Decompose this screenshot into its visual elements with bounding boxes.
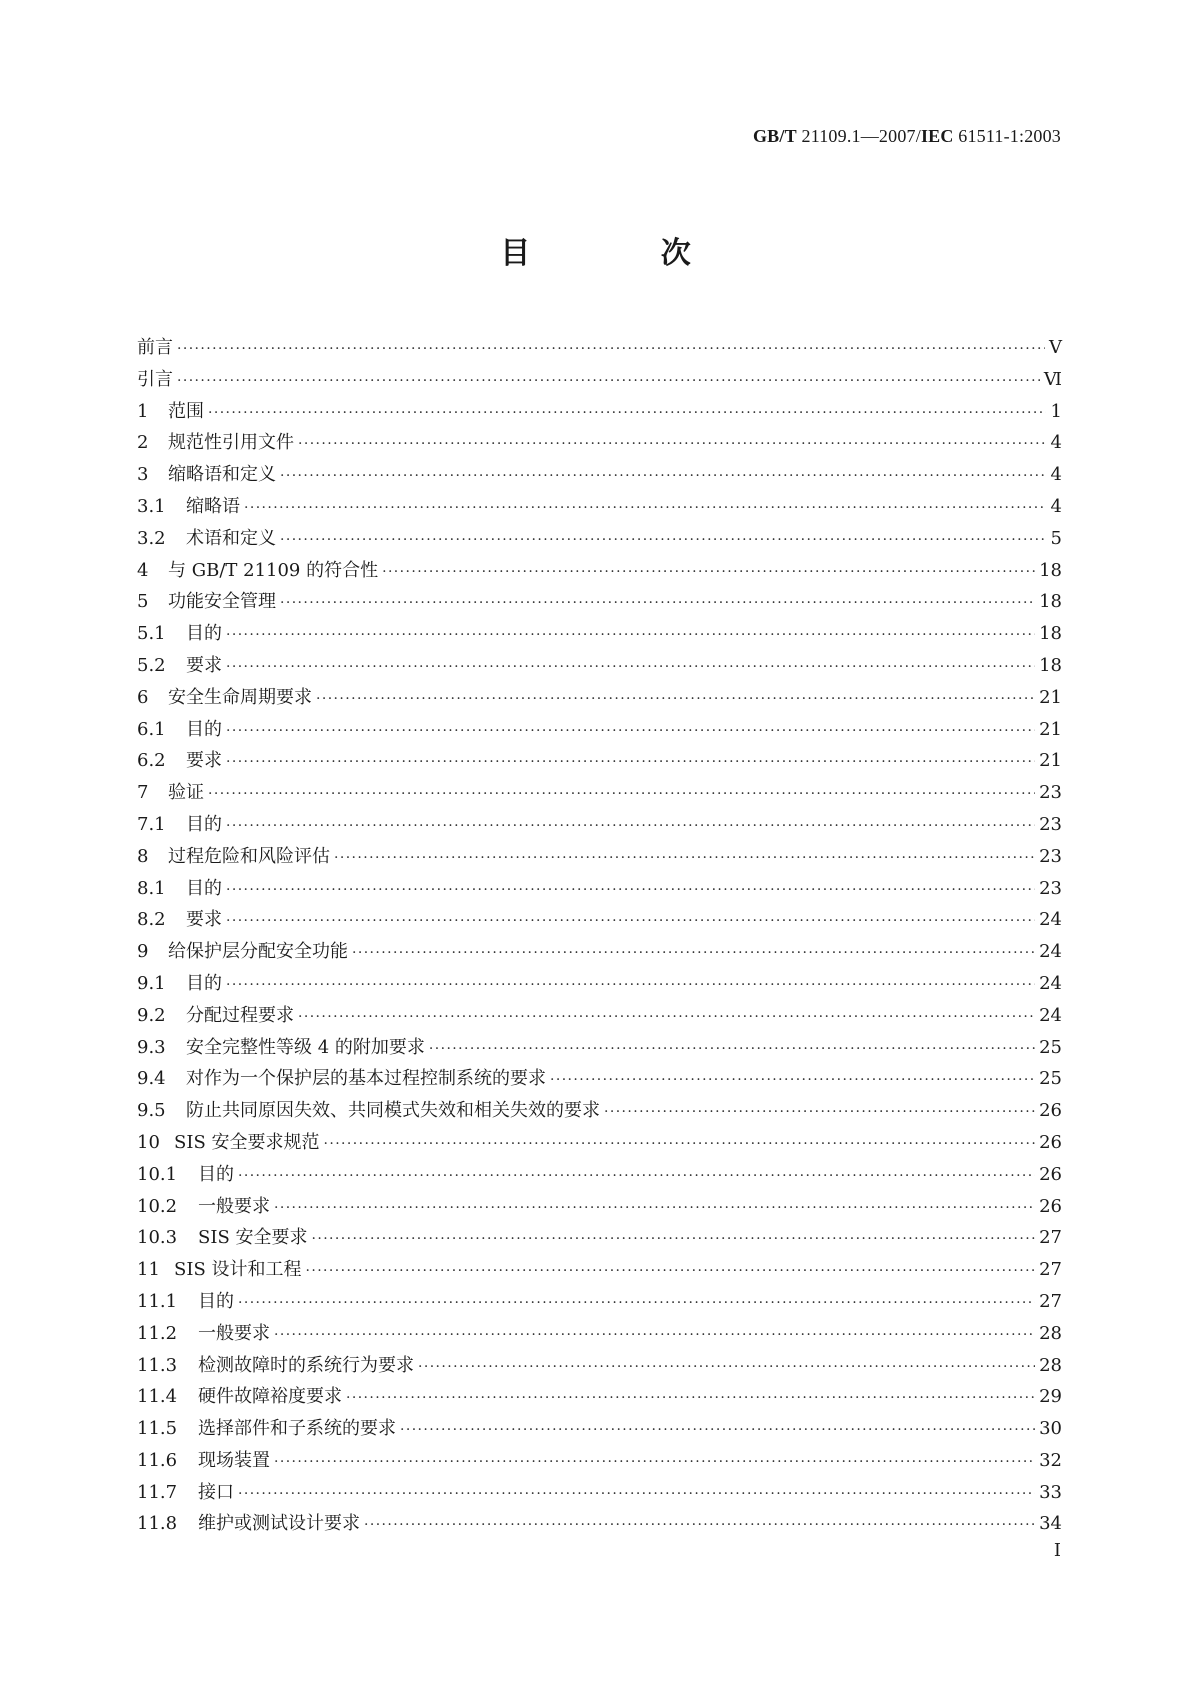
- toc-entry[interactable]: [137, 1032, 1062, 1064]
- toc-entry-title: SIS 设计和工程: [174, 1259, 302, 1281]
- toc-entry-title: 要求: [186, 909, 222, 931]
- toc-entry-page: 25: [1039, 1036, 1062, 1058]
- toc-entry-title: 前言: [137, 337, 173, 358]
- standard-code-prefix: GB/T: [752, 126, 797, 146]
- table-of-contents: [137, 332, 1062, 1540]
- toc-entry-page: 29: [1039, 1386, 1062, 1408]
- toc-entry-title: 一般要求: [198, 1322, 270, 1344]
- toc-entry-title: 目的: [198, 1163, 234, 1185]
- toc-entry-number: 11.3: [137, 1354, 178, 1376]
- toc-entry[interactable]: [137, 364, 1062, 396]
- toc-dot-leader: [352, 938, 1035, 970]
- toc-entry-title: 缩略语和定义: [168, 464, 276, 486]
- toc-entry-number: 10: [137, 1131, 160, 1153]
- toc-entry-page: 34: [1039, 1513, 1062, 1535]
- toc-dot-leader: [226, 906, 1035, 938]
- toc-entry[interactable]: [137, 555, 1062, 587]
- toc-dot-leader: [280, 588, 1035, 620]
- toc-dot-leader: [312, 1224, 1036, 1256]
- toc-entry[interactable]: [137, 1445, 1062, 1477]
- toc-entry[interactable]: [137, 1318, 1062, 1350]
- toc-entry-number: 9.2: [137, 1004, 166, 1026]
- toc-dot-leader: [346, 1383, 1035, 1415]
- toc-entry[interactable]: [137, 873, 1062, 905]
- toc-entry-number: 11.1: [137, 1290, 178, 1312]
- toc-entry-page: 30: [1039, 1418, 1062, 1440]
- toc-entry[interactable]: [137, 1000, 1062, 1032]
- toc-entry-page: 18: [1039, 654, 1062, 676]
- toc-entry-title: 接口: [198, 1481, 234, 1503]
- toc-entry-number: 3.1: [137, 495, 166, 517]
- toc-dot-leader: [238, 1161, 1035, 1193]
- toc-entry-number: 10.3: [137, 1227, 178, 1249]
- toc-entry[interactable]: [137, 1508, 1062, 1540]
- toc-entry[interactable]: [137, 1477, 1062, 1509]
- toc-dot-leader: [382, 557, 1035, 589]
- toc-entry-title: 目的: [186, 623, 222, 645]
- toc-entry-number: 11.4: [137, 1386, 178, 1408]
- standard-code-suffix: 61511-1:2003: [953, 126, 1061, 146]
- toc-entry[interactable]: [137, 523, 1062, 555]
- toc-entry-number: 8.1: [137, 877, 166, 899]
- toc-entry[interactable]: [137, 1254, 1062, 1286]
- toc-entry-title: SIS 安全要求: [198, 1227, 308, 1249]
- toc-entry-title: 现场装置: [198, 1449, 270, 1471]
- toc-entry[interactable]: [137, 1095, 1062, 1127]
- toc-entry-page: 21: [1039, 686, 1062, 708]
- toc-dot-leader: [238, 1288, 1035, 1320]
- toc-dot-leader: [298, 429, 1046, 461]
- toc-entry-title: 目的: [186, 718, 222, 740]
- toc-entry-number: 9.5: [137, 1100, 166, 1122]
- toc-entry-page: 24: [1039, 972, 1062, 994]
- toc-entry[interactable]: [137, 1222, 1062, 1254]
- toc-dot-leader: [226, 970, 1035, 1002]
- toc-entry-title: 过程危险和风险评估: [168, 845, 330, 867]
- toc-entry-title: 功能安全管理: [168, 591, 276, 613]
- toc-dot-leader: [306, 1256, 1036, 1288]
- toc-entry[interactable]: [137, 618, 1062, 650]
- toc-entry-page: 24: [1039, 1004, 1062, 1026]
- toc-entry-title: 维护或测试设计要求: [198, 1513, 360, 1535]
- toc-entry-title: 验证: [168, 782, 204, 804]
- toc-entry-number: 10.1: [137, 1163, 178, 1185]
- toc-entry-number: 1: [137, 400, 149, 422]
- toc-dot-leader: [298, 1002, 1035, 1034]
- toc-dot-leader: [274, 1320, 1035, 1352]
- toc-entry-page: 33: [1039, 1481, 1062, 1503]
- toc-entry-number: 8: [137, 845, 149, 867]
- toc-entry-page: 27: [1039, 1290, 1062, 1312]
- toc-dot-leader: [316, 684, 1035, 716]
- toc-entry-title: 选择部件和子系统的要求: [198, 1418, 396, 1440]
- toc-entry-title: 目的: [186, 813, 222, 835]
- toc-entry-number: 7: [137, 782, 149, 804]
- toc-entry[interactable]: [137, 1063, 1062, 1095]
- toc-dot-leader: [226, 620, 1035, 652]
- toc-entry-page: 27: [1039, 1227, 1062, 1249]
- toc-entry-page: 4: [1050, 432, 1062, 454]
- toc-entry-page: 26: [1039, 1195, 1062, 1217]
- standard-code-number: 21109.1—2007/: [796, 126, 921, 146]
- toc-entry-page: 1: [1050, 400, 1062, 422]
- toc-entry[interactable]: [137, 459, 1062, 491]
- toc-entry-title: 目的: [186, 972, 222, 994]
- toc-entry-number: 7.1: [137, 813, 166, 835]
- toc-entry[interactable]: [137, 968, 1062, 1000]
- toc-entry-page: 18: [1039, 591, 1062, 613]
- toc-entry-page: 32: [1039, 1449, 1062, 1471]
- toc-entry-title: 分配过程要求: [186, 1004, 294, 1026]
- toc-dot-leader: [274, 1447, 1035, 1479]
- toc-entry-page: 23: [1039, 877, 1062, 899]
- toc-entry-page: 18: [1039, 623, 1062, 645]
- toc-entry-page: 28: [1039, 1354, 1062, 1376]
- toc-entry-page: 21: [1039, 718, 1062, 740]
- toc-entry-number: 5.2: [137, 654, 166, 676]
- toc-entry-title: 安全生命周期要求: [168, 686, 312, 708]
- toc-entry-title: 一般要求: [198, 1195, 270, 1217]
- toc-entry[interactable]: [137, 1350, 1062, 1382]
- page-title: 目 次: [500, 236, 751, 271]
- toc-dot-leader: [238, 1479, 1035, 1511]
- toc-entry-number: 11.2: [137, 1322, 178, 1344]
- toc-dot-leader: [226, 652, 1035, 684]
- toc-entry[interactable]: [137, 841, 1062, 873]
- toc-entry[interactable]: [137, 332, 1062, 364]
- toc-entry-number: 2: [137, 432, 149, 454]
- toc-entry-number: 11.8: [137, 1513, 178, 1535]
- toc-entry[interactable]: [137, 491, 1062, 523]
- toc-entry-number: 11.5: [137, 1418, 178, 1440]
- toc-entry[interactable]: [137, 1159, 1062, 1191]
- toc-entry-title: 防止共同原因失效、共同模式失效和相关失效的要求: [186, 1100, 600, 1122]
- toc-entry-number: 3.2: [137, 527, 166, 549]
- toc-entry-page: Ⅴ: [1049, 337, 1062, 358]
- toc-entry-title: 检测故障时的系统行为要求: [198, 1354, 414, 1376]
- toc-entry[interactable]: [137, 682, 1062, 714]
- toc-dot-leader: [208, 398, 1046, 430]
- toc-dot-leader: [208, 779, 1035, 811]
- toc-entry[interactable]: [137, 1191, 1062, 1223]
- toc-entry[interactable]: [137, 396, 1062, 428]
- toc-entry-number: 3: [137, 464, 149, 486]
- toc-entry[interactable]: [137, 1381, 1062, 1413]
- toc-entry-page: 28: [1039, 1322, 1062, 1344]
- toc-dot-leader: [177, 334, 1045, 366]
- toc-entry-page: 18: [1039, 559, 1062, 581]
- toc-entry-number: 6: [137, 686, 149, 708]
- toc-dot-leader: [400, 1415, 1035, 1447]
- toc-entry[interactable]: [137, 936, 1062, 968]
- toc-dot-leader: [280, 461, 1046, 493]
- toc-entry-number: 8.2: [137, 909, 166, 931]
- standard-code: [753, 126, 1061, 147]
- toc-dot-leader: [418, 1352, 1035, 1384]
- toc-entry-title: 给保护层分配安全功能: [168, 941, 348, 963]
- toc-entry[interactable]: [137, 904, 1062, 936]
- toc-entry-number: 5.1: [137, 623, 166, 645]
- toc-entry[interactable]: [137, 809, 1062, 841]
- toc-entry-page: 23: [1039, 782, 1062, 804]
- toc-dot-leader: [604, 1097, 1035, 1129]
- toc-entry-page: 24: [1039, 941, 1062, 963]
- toc-entry-number: 6.2: [137, 750, 166, 772]
- toc-entry-title: 与 GB/T 21109 的符合性: [168, 559, 379, 581]
- toc-dot-leader: [550, 1065, 1035, 1097]
- toc-dot-leader: [274, 1193, 1035, 1225]
- toc-entry[interactable]: [137, 714, 1062, 746]
- toc-dot-leader: [324, 1129, 1036, 1161]
- toc-entry-page: 26: [1039, 1100, 1062, 1122]
- toc-entry-page: 5: [1050, 527, 1062, 549]
- toc-entry-page: 21: [1039, 750, 1062, 772]
- toc-entry-title: 安全完整性等级 4 的附加要求: [186, 1036, 425, 1058]
- toc-entry-page: 25: [1039, 1068, 1062, 1090]
- toc-entry-title: SIS 安全要求规范: [174, 1131, 320, 1153]
- toc-entry[interactable]: [137, 777, 1062, 809]
- toc-entry-number: 11: [137, 1259, 160, 1281]
- toc-entry[interactable]: [137, 745, 1062, 777]
- toc-entry[interactable]: [137, 1286, 1062, 1318]
- toc-entry-title: 引言: [137, 368, 173, 390]
- toc-entry-title: 要求: [186, 750, 222, 772]
- toc-entry-page: Ⅵ: [1043, 368, 1062, 390]
- toc-entry-page: 27: [1039, 1259, 1062, 1281]
- toc-entry[interactable]: [137, 650, 1062, 682]
- toc-entry-title: 缩略语: [186, 495, 240, 517]
- toc-entry-page: 4: [1050, 464, 1062, 486]
- toc-entry-page: 26: [1039, 1131, 1062, 1153]
- toc-entry[interactable]: [137, 586, 1062, 618]
- toc-dot-leader: [226, 716, 1035, 748]
- toc-entry[interactable]: [137, 427, 1062, 459]
- toc-entry-number: 11.6: [137, 1449, 178, 1471]
- toc-entry-number: 6.1: [137, 718, 166, 740]
- toc-entry-number: 9.4: [137, 1068, 166, 1090]
- toc-dot-leader: [226, 747, 1035, 779]
- toc-dot-leader: [280, 525, 1046, 557]
- toc-entry-number: 9: [137, 941, 149, 963]
- toc-entry-page: 23: [1039, 813, 1062, 835]
- toc-dot-leader: [334, 843, 1035, 875]
- toc-entry-title: 对作为一个保护层的基本过程控制系统的要求: [186, 1068, 546, 1090]
- toc-entry-title: 术语和定义: [186, 527, 276, 549]
- toc-entry[interactable]: [137, 1413, 1062, 1445]
- toc-entry-number: 4: [137, 559, 149, 581]
- toc-entry-page: 24: [1039, 909, 1062, 931]
- page-number: Ⅰ: [1053, 1540, 1061, 1561]
- toc-entry-title: 目的: [198, 1290, 234, 1312]
- toc-entry[interactable]: [137, 1127, 1062, 1159]
- toc-entry-title: 要求: [186, 654, 222, 676]
- toc-entry-page: 23: [1039, 845, 1062, 867]
- toc-dot-leader: [244, 493, 1046, 525]
- toc-dot-leader: [177, 366, 1040, 398]
- toc-entry-title: 目的: [186, 877, 222, 899]
- toc-entry-number: 11.7: [137, 1481, 178, 1503]
- toc-entry-page: 4: [1050, 495, 1062, 517]
- toc-entry-number: 9.3: [137, 1036, 166, 1058]
- toc-entry-number: 9.1: [137, 972, 166, 994]
- toc-entry-number: 5: [137, 591, 149, 613]
- toc-entry-title: 范围: [168, 400, 204, 422]
- toc-entry-title: 规范性引用文件: [168, 432, 294, 454]
- toc-entry-number: 10.2: [137, 1195, 178, 1217]
- toc-dot-leader: [364, 1510, 1035, 1542]
- toc-entry-title: 硬件故障裕度要求: [198, 1386, 342, 1408]
- toc-dot-leader: [226, 811, 1035, 843]
- toc-dot-leader: [226, 875, 1035, 907]
- toc-dot-leader: [429, 1034, 1035, 1066]
- toc-entry-page: 26: [1039, 1163, 1062, 1185]
- standard-code-iec: IEC: [920, 126, 954, 146]
